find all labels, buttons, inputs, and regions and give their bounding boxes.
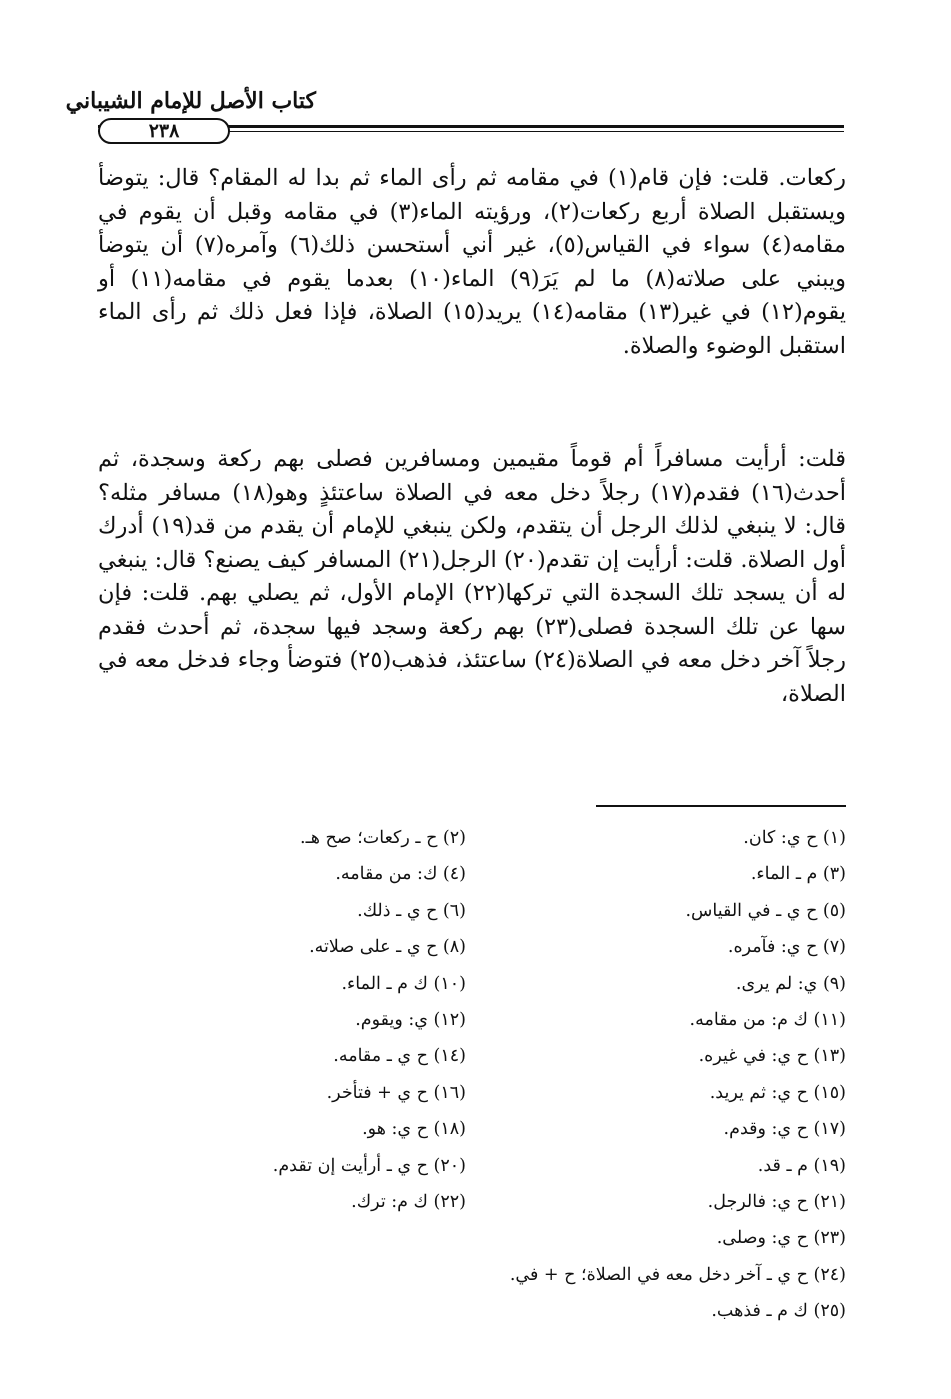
footnotes-left-column	[136, 820, 466, 1220]
footnote-8: (٨) ح ي ـ على صلاته.	[309, 937, 466, 958]
body-paragraph-1: ركعات. قلت: فإن قام(١) في مقامه ثم رأى الماء ثم بدا له المقام؟ قال: يتوضأ ويستقبل الصلاة أربع ركعات(٢)، ورؤيته الماء(٣) في مقامه وقبل أن يقوم في مقامه(٤) سواء في القياس(٥)، غير أني أستحسن ذلك(٦) وآمره(٧) أن يتوضأ ويبني على صلاته(٨) ما لم يَرَ(٩) الماء(١٠) بعدما يقوم في مقامه(١١) أو يقوم(١٢) في غير(١٣) مقامه(١٤) يريد(١٥) الصلاة، فإذا فعل ذلك ثم رأى الماء استقبل الوضوء والصلاة.	[98, 165, 846, 359]
footnote-5: (٥) ح ي ـ في القياس.	[685, 900, 846, 921]
footnote-17: (١٧) ح ي: وقدم.	[723, 1119, 846, 1140]
footnote-10: (١٠) ك م ـ الماء.	[341, 973, 466, 994]
footnote-25: (٢٥) ك م ـ فذهب.	[711, 1301, 846, 1321]
footnote-9: (٩) ي: لم يرى.	[735, 973, 846, 994]
footnote-16: (١٦) ح ي + فتأخر.	[326, 1082, 466, 1103]
footnote-3: (٣) م ـ الماء.	[750, 864, 846, 885]
footnote-4: (٤) ك: من مقامه.	[335, 864, 466, 885]
footnote-6: (٦) ح ي ـ ذلك.	[357, 900, 466, 921]
footnote-7: (٧) ح ي: فآمره.	[727, 937, 846, 958]
footnote-22: (٢٢) ك م: ترك.	[351, 1191, 466, 1212]
footnote-23: (٢٣) ح ي: وصلى.	[716, 1228, 846, 1249]
footnote-24: (٢٤) ح ي ـ آخر دخل معه في الصلاة؛ ح + في.	[509, 1265, 846, 1285]
footnote-15: (١٥) ح ي: ثم يريد.	[709, 1082, 846, 1103]
page-number: ٢٣٨	[98, 118, 230, 144]
running-title: كتاب الأصل للإمام الشيباني	[65, 88, 316, 114]
footnote-11: (١١) ك م: من مقامه.	[689, 1009, 846, 1030]
footnote-separator	[596, 805, 846, 807]
footnote-21: (٢١) ح ي: فالرجل.	[707, 1191, 846, 1212]
footnote-19: (١٩) م ـ قد.	[757, 1155, 846, 1176]
footnote-14: (١٤) ح ي ـ مقامه.	[333, 1046, 466, 1067]
footnote-18: (١٨) ح ي: هو.	[362, 1119, 466, 1140]
body-paragraph-2: قلت: أرأيت مسافراً أم قوماً مقيمين ومسافرين فصلى بهم ركعة وسجدة، ثم أحدث(١٦) فقدم(١٧) رجلاً دخل معه في الصلاة ساعتئذٍ وهو(١٨) مسافر مثله؟ قال: لا ينبغي لذلك الرجل أن يتقدم، ولكن ينبغي للإمام أن يقدم من قد(١٩) أدرك أول الصلاة. قلت: أرأيت إن تقدم(٢٠) الرجل(٢١) المسافر كيف يصنع؟ قال: ينبغي له أن يسجد تلك السجدة التي تركها(٢٢) الإمام الأول، ثم يصلي بهم. قلت: فإن سها عن تلك السجدة فصلى(٢٣) بهم ركعة وسجد فيها سجدة، ثم أحدث فقدم رجلاً آخر دخل معه في الصلاة(٢٤) ساعتئذ، فذهب(٢٥) فتوضأ وجاء فدخل معه في الصلاة،	[98, 446, 847, 707]
footnote-2: (٢) ح ـ ركعات؛ صح هـ.	[300, 828, 466, 848]
footnote-12: (١٢) ي: ويقوم.	[355, 1009, 466, 1030]
header-rule	[98, 118, 844, 146]
footnote-13: (١٣) ح ي: في غيره.	[698, 1046, 846, 1067]
footnote-20: (٢٠) ح ي ـ أرأيت إن تقدم.	[272, 1155, 466, 1176]
footnotes-right-column	[516, 820, 846, 1257]
footnote-1: (١) ح ي: كان.	[743, 828, 846, 848]
